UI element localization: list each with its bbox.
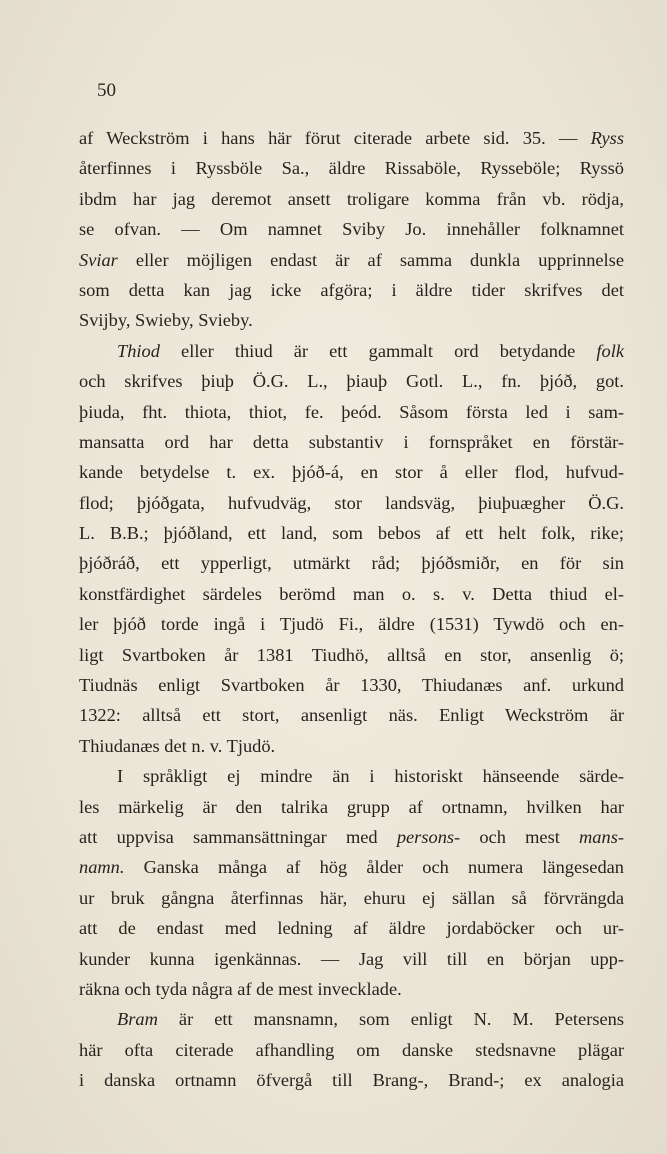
text-segment: se ofvan. — Om namnet Sviby Jo. innehåller folknamnet — [79, 219, 624, 240]
text-line — [79, 457, 624, 487]
text-segment: af Weckström i hans här förut citerade arbete sid. 35. — — [79, 128, 591, 148]
text-line — [79, 883, 624, 913]
text-segment: þiuda, fht. thiota, thiot, fe. þeód. Såsom första led i sam- — [79, 401, 624, 422]
body-text — [79, 123, 624, 1096]
text-segment: Thiudanæs det n. v. Tjudö. — [79, 735, 276, 756]
text-segment: ibdm har jag deremot ansett troligare komma från vb. rödja, — [79, 188, 624, 209]
text-line — [79, 366, 624, 396]
text-line — [79, 761, 624, 791]
italic-term: Bram — [117, 1009, 158, 1030]
text-segment: mansatta ord har detta substantiv i fornspråket en förstär- — [79, 431, 624, 452]
text-line — [79, 275, 624, 305]
text-segment: þjóðráð, ett ypperligt, utmärkt råd; þjóðsmiðr, en för sin — [79, 553, 624, 574]
italic-term: persons- — [396, 826, 461, 847]
page-number: 50 — [97, 80, 116, 101]
text-segment: ligt Svartboken år 1381 Tiudhö, alltså en stor, ansenlig ö; — [79, 644, 624, 665]
text-line — [79, 305, 624, 335]
text-line — [79, 153, 624, 183]
text-line — [79, 700, 624, 730]
text-segment: Ganska många af hög ålder och numera längesedan — [124, 857, 624, 878]
text-line — [79, 1065, 624, 1095]
text-line — [79, 822, 624, 852]
text-segment: eller thiud är ett gammalt ord betydande — [159, 340, 597, 361]
text-line — [79, 184, 624, 214]
text-segment: kande betydelse t. ex. þjóð-á, en stor å eller flod, hufvud- — [79, 462, 624, 483]
text-line — [79, 670, 624, 700]
text-segment: ur bruk gångna återfinnas här, ehuru ej sällan så förvrängda — [79, 887, 624, 908]
text-line — [79, 123, 624, 153]
italic-term: namn. — [79, 857, 125, 878]
italic-term: folk — [596, 340, 624, 361]
text-line — [79, 640, 624, 670]
text-segment: i danska ortnamn öfvergå till Brang-, Brand-; ex analogia — [79, 1070, 624, 1091]
italic-term: Thiod — [117, 340, 160, 361]
text-line — [79, 427, 624, 457]
text-line — [79, 579, 624, 609]
text-line — [79, 1035, 624, 1065]
text-segment: konstfärdighet särdeles berömd man o. s. v. Detta thiud el- — [79, 583, 624, 604]
text-line — [79, 518, 624, 548]
italic-term: Sviar — [79, 249, 118, 270]
text-line — [79, 1004, 624, 1034]
text-segment: flod; þjóðgata, hufvudväg, stor landsväg, þiuþuægher Ö.G. — [79, 492, 624, 513]
text-segment: kunder kunna igenkännas. — Jag vill till en början upp- — [79, 948, 624, 969]
text-line — [79, 852, 624, 882]
text-line — [79, 488, 624, 518]
text-segment: här ofta citerade afhandling om danske stedsnavne plägar — [79, 1039, 624, 1060]
text-segment: att uppvisa sammansättningar med — [79, 826, 397, 847]
text-segment: och skrifves þiuþ Ö.G. L., þiauþ Gotl. L., fn. þjóð, got. — [79, 371, 624, 392]
text-segment: som detta kan jag icke afgöra; i äldre tider skrifves det — [79, 279, 624, 300]
text-line — [79, 974, 624, 1004]
text-line — [79, 609, 624, 639]
text-line — [79, 731, 624, 761]
italic-term: mans- — [579, 826, 624, 847]
text-segment: eller möjligen endast är af samma dunkla upprinnelse — [117, 249, 624, 270]
text-segment: L. B.B.; þjóðland, ett land, som bebos af ett helt folk, rike; — [79, 523, 624, 544]
text-segment: är ett mansnamn, som enligt N. M. Petersens — [157, 1009, 624, 1030]
italic-term: Ryss — [590, 128, 624, 148]
text-segment: I språkligt ej mindre än i historiskt hänseende särde- — [117, 766, 624, 787]
text-segment: Svijby, Swieby, Svieby. — [79, 310, 253, 331]
text-line — [79, 548, 624, 578]
text-line — [79, 214, 624, 244]
text-segment: återfinnes i Ryssböle Sa., äldre Rissaböle, Rysseböle; Ryssö — [79, 158, 624, 179]
text-segment: les märkelig är den talrika grupp af ortnamn, hvilken har — [79, 796, 624, 817]
text-line — [79, 913, 624, 943]
text-line — [79, 336, 624, 366]
text-line — [79, 792, 624, 822]
text-segment: 1322: alltså ett stort, ansenligt näs. Enligt Weckström är — [79, 705, 624, 726]
text-line — [79, 944, 624, 974]
text-segment: Tiudnäs enligt Svartboken år 1330, Thiudanæs anf. urkund — [79, 675, 624, 696]
text-segment: räkna och tyda några af de mest invecklade. — [79, 978, 402, 999]
text-segment: ler þjóð torde ingå i Tjudö Fi., äldre (1531) Tywdö och en- — [79, 614, 624, 635]
text-segment: att de endast med ledning af äldre jordaböcker och ur- — [79, 918, 624, 939]
text-segment: och mest — [460, 826, 580, 847]
text-line — [79, 397, 624, 427]
text-line — [79, 245, 624, 275]
